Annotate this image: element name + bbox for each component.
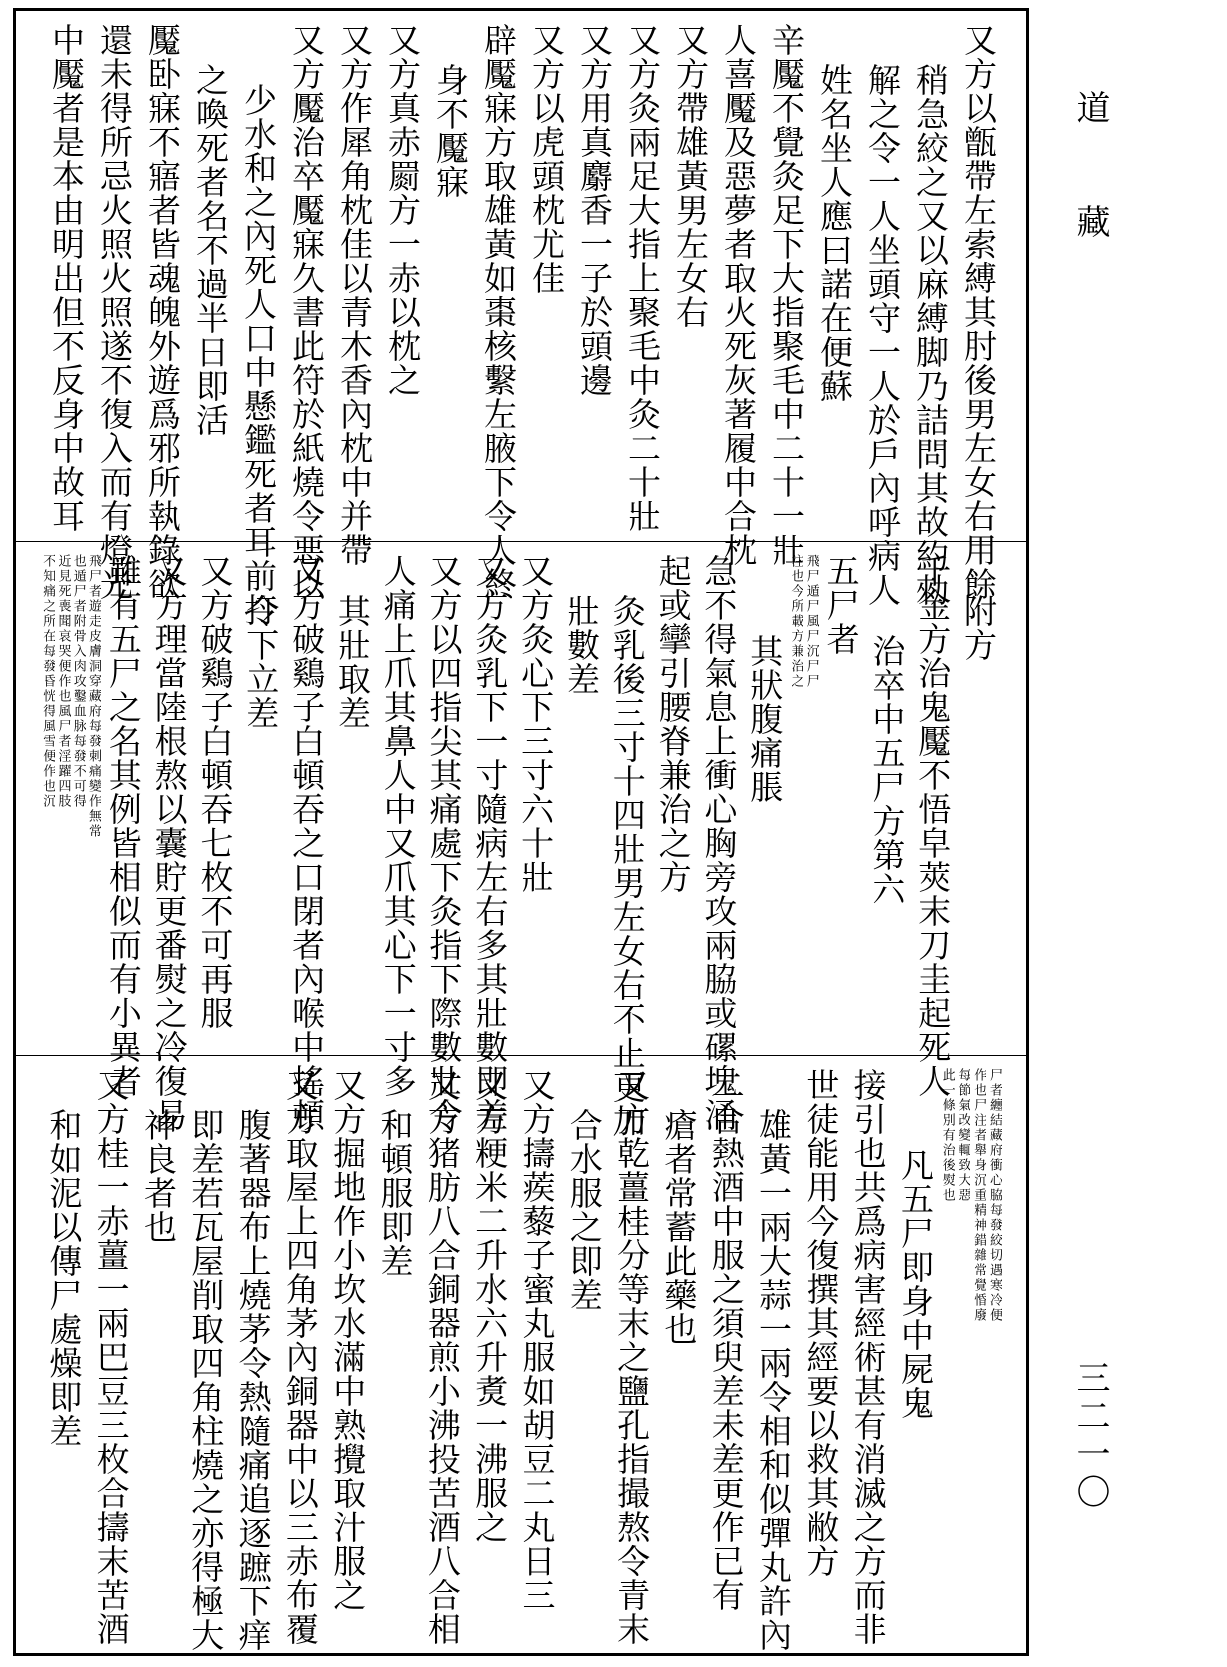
annotation-column: 此一條別有治後熨也 — [939, 1068, 955, 1203]
text-column: 少水和之內死人口中懸鑑死者耳前打 — [239, 83, 278, 627]
text-column: 又方帶雄黃男左女右 — [671, 23, 710, 329]
text-column: 和如泥以傳尸處燥即差 — [44, 1108, 84, 1448]
text-column: 又方灸乳下一寸隨病左右多其壯數即差 — [470, 554, 510, 1132]
annotation-column: 飛尸者遊走皮膚洞穿藏府每發刺痛變作無常 — [86, 554, 102, 839]
text-column: 魘卧寐不寤者皆魂魄外遊爲邪所執錄欲 — [143, 23, 182, 601]
annotation-column: 作也尸注者舉身沉重精神錯雜常覺惛廢 — [971, 1068, 987, 1323]
text-column: 又方破鷄子白頓吞之口閉者內喉中搖頓 — [287, 554, 327, 1132]
page-frame — [13, 8, 1029, 1656]
text-column: 又方理當陸根熬以囊貯更番熨之冷復易 — [149, 554, 189, 1132]
text-column: 又方粳米二升水六升煑一沸服之 — [470, 1068, 510, 1544]
annotation-column: 飛尸遁尸風尸沉尸尸 — [803, 554, 819, 689]
text-column: 又方擣蒺藜子蜜丸服如胡豆二丸日三 — [517, 1068, 557, 1612]
text-column: 世徒能用今復撰其經要以救其敝方 — [801, 1068, 841, 1578]
text-column: 人喜魘及惡夢者取火死灰著履中合枕 — [719, 23, 758, 567]
text-column: 辟魘寐方取雄黃如棗核繫左腋下令人終 — [479, 23, 518, 601]
text-column: 辛魘不覺灸足下大指聚毛中二十一壯 — [767, 23, 806, 567]
text-column: 起或攣引腰脊兼治之方 — [653, 554, 693, 894]
text-column: 身不魘寐 — [431, 63, 470, 199]
annotation-column: 尸者纏結藏府衝心脇每發絞切遇寒冷便 — [987, 1068, 1002, 1323]
text-column: 又方作犀角枕佳以青木香內枕中并帶 — [335, 23, 374, 567]
text-column: 又方魘治卒魘寐久書此符於紙燒令悪以 — [287, 23, 326, 601]
text-column: 凡五尸即身中屍鬼 — [895, 1148, 935, 1420]
text-column: 和頓服即差 — [375, 1108, 415, 1278]
annotation-column: 也遁尸者附骨入肉攻鑿血脉每發不可得 — [70, 554, 86, 809]
book-title: 道藏 — [1070, 90, 1110, 318]
section-heading: 治卒中五尸方第六 — [867, 634, 907, 906]
text-column: 腹著器布上燒茅令熱隨痛追逐蹠下痒 — [233, 1108, 273, 1652]
text-column: 又方以虎頭枕尤佳 — [527, 23, 566, 295]
text-column: 又方破鷄子白頓吞七枚不可再服 — [195, 554, 235, 1030]
text-column: 附方 — [959, 594, 998, 662]
text-column: 其狀腹痛脹 — [745, 634, 785, 804]
text-column: 急不得氣息上衝心胸旁攻兩脇或磥塊涌 — [699, 554, 739, 1132]
text-column: 又方以甑帶左索縛其肘後男左女右用餘 — [959, 23, 998, 601]
text-column: 又方灸心下三寸六十壯 — [516, 554, 556, 894]
text-column: 又方真赤罽方一赤以枕之 — [383, 23, 422, 397]
page-number: 三二一〇 — [1070, 1360, 1110, 1512]
text-column: 稍急絞之又以麻縛脚乃詰問其故約勑 — [911, 63, 950, 607]
text-column: 即差若瓦屋削取四角柱燒之亦得極大 — [186, 1108, 226, 1652]
annotation-column: 不知痛之所在每發昏恍得風雪便作也沉 — [40, 554, 56, 809]
text-column: 神良者也 — [138, 1108, 178, 1244]
text-column: 又方灸兩足大指上聚毛中灸二十壯 — [623, 23, 662, 533]
text-column: 又方掘地作小坎水滿中熟攪取汁服之 — [328, 1068, 368, 1612]
annotation-column: 近見死喪聞哀哭便作也風尸者淫躍四肢 — [55, 554, 71, 809]
text-column: 雄黃一兩大蒜一兩令相和似彈丸許內 — [754, 1108, 793, 1652]
text-column: 接引也共爲病害經術甚有消滅之方而非 — [848, 1068, 888, 1646]
text-column: 又方取屋上四角茅內銅器中以三赤布覆 — [280, 1068, 320, 1646]
text-column: 壯數差 — [561, 594, 601, 696]
annotation-column: 每節氣改變輒致大惡 — [955, 1068, 971, 1203]
page-margin — [1030, 0, 1227, 1667]
text-column: 姓名坐人應曰諾在便蘇 — [815, 63, 854, 403]
text-column: 之喚死者名不過半日即活 — [191, 63, 230, 437]
text-column: 又方乾薑桂分等末之鹽孔指撮熬令青末 — [612, 1068, 652, 1646]
text-column: 雖有五尸之名其例皆相似而有小異者 — [103, 554, 143, 1098]
text-column: 其壯取差 — [332, 594, 372, 730]
text-column: 人痛上爪其鼻人中又爪其心下一寸多 — [378, 554, 418, 1098]
text-column: 解之令一人坐頭守一人於戶內呼病人 — [863, 63, 902, 607]
text-column: 瘡者常蓄此藥也 — [659, 1108, 699, 1346]
text-column: 又方以四指尖其痛處下灸指下際數壯令 — [424, 554, 464, 1132]
text-column: 合水服之即差 — [564, 1108, 604, 1312]
text-column: 二合熱酒中服之須臾差未差更作已有 — [706, 1068, 746, 1612]
text-column: 五尸者 — [821, 554, 861, 656]
text-column: 灸乳後三寸十四壯男左女右不止更加 — [607, 594, 647, 1138]
lower-section — [16, 1055, 1026, 1653]
text-column: 千金方治鬼魘不悟皁莢末刀圭起死人 — [913, 554, 953, 1098]
text-column: 中魘者是本由明出但不反身中故耳 — [47, 23, 86, 533]
text-column: 還未得所忌火照火照遂不復入而有燈光 — [95, 23, 134, 601]
text-column: 又方桂一赤薑一兩巴豆三枚合擣末苦酒 — [91, 1068, 131, 1646]
text-column: 令下立差 — [241, 594, 281, 730]
annotation-column: 注也今所載方兼治之 — [788, 554, 804, 689]
text-column: 又方猪肪八合銅器煎小沸投苦酒八合相 — [422, 1068, 462, 1646]
text-column: 又方用真麝香一子於頭邊 — [575, 23, 614, 397]
